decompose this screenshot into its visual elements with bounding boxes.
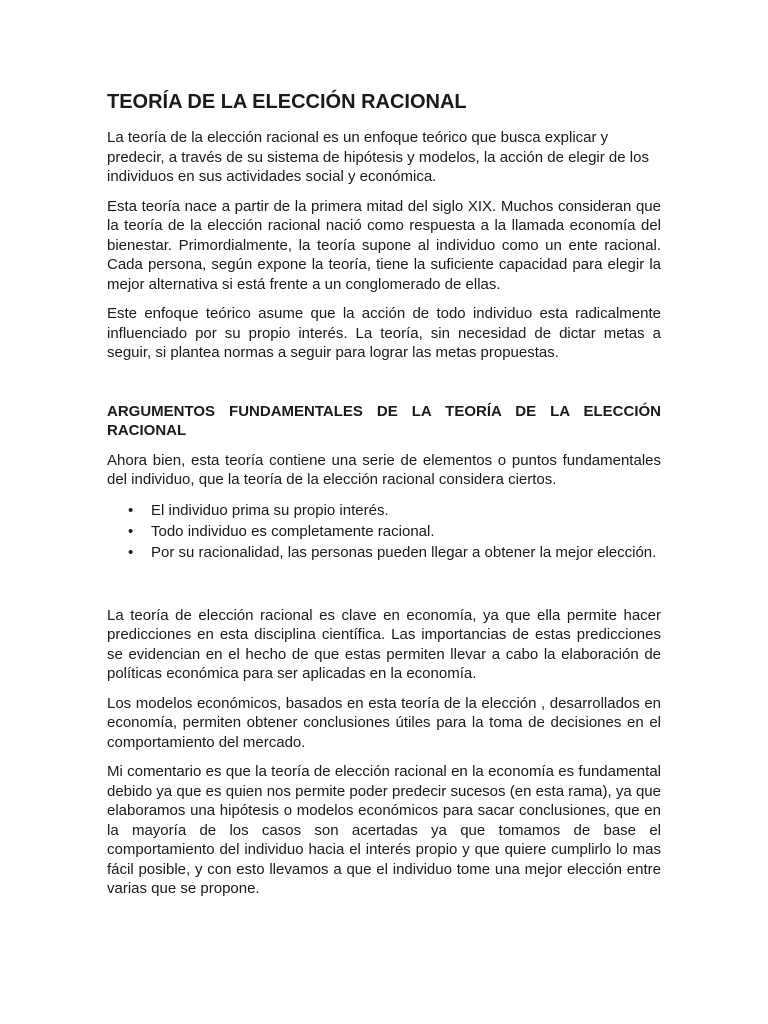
list-item: [107, 542, 661, 563]
section-intro-paragraph: Ahora bien, esta teoría contiene una serie de elementos o puntos fundamentales del individuo, que la teoría de la elección racional considera ciertos.: [107, 451, 661, 488]
conclusion-paragraph-1: La teoría de elección racional es clave en economía, ya que ella permite hacer predicciones en esta disciplina científica. Las importancias de estas predicciones se evidencian en el hecho de que estas permiten llevar a cabo la elaboración de políticas económica para ser aplicadas en la economía.: [107, 606, 661, 682]
bullet-icon: •: [128, 501, 134, 519]
list-item: [107, 500, 661, 521]
list-item-text: Todo individuo es completamente racional.: [151, 522, 435, 540]
conclusion-paragraph-3: Mi comentario es que la teoría de elección racional en la economía es fundamental debido ya que es quien nos permite poder predecir sucesos (en esta rama), ya que elaboramos una hipótesis o modelos económicos para sacar conclusiones, que en la mayoría de los casos son acertadas ya que tomamos de base el comportamiento del individuo hacia el interés propio y que quiere cumplirlo lo mas fácil posible, y con esto llevamos a que el individuo tome una mejor elección entre varias que se propone.: [107, 763, 661, 897]
list-item-text: Por su racionalidad, las personas pueden llegar a obtener la mejor elección.: [151, 543, 657, 561]
bullet-icon: •: [128, 522, 134, 540]
section-heading: ARGUMENTOS FUNDAMENTALES DE LA TEORÍA DE LA ELECCIÓN RACIONAL: [107, 402, 661, 439]
document-page: [107, 88, 661, 909]
section-spacer: [107, 373, 661, 402]
page-title: TEORÍA DE LA ELECCIÓN RACIONAL: [107, 91, 467, 113]
conclusion-paragraph-2: Los modelos económicos, basados en esta teoría de la elección , desarrollados en economía, permiten obtener conclusiones útiles para la toma de decisiones en el comportamiento del mercado.: [107, 694, 661, 751]
intro-paragraph-1: La teoría de la elección racional es un enfoque teórico que busca explicar y predecir, a través de su sistema de hipótesis y modelos, la acción de elegir de los individuos en sus actividades social y económica.: [107, 129, 649, 185]
bullet-list: [107, 500, 661, 563]
intro-paragraph-3: Este enfoque teórico asume que la acción de todo individuo esta radicalmente influenciado por su propio interés. La teoría, sin necesidad de dictar metas a seguir, si plantea normas a seguir para lograr las metas propuestas.: [107, 305, 661, 361]
intro-paragraph-2: Esta teoría nace a partir de la primera mitad del siglo XIX. Muchos consideran que la teoría de la elección racional nació como respuesta a la llamada economía del bienestar. Primordialmente, la teoría supone al individuo como un ente racional. Cada persona, según expone la teoría, tiene la suficiente capacidad para elegir la mejor alternativa si está frente a un conglomerado de ellas.: [107, 197, 661, 293]
bullet-icon: •: [128, 543, 134, 561]
list-item-text: El individuo prima su propio interés.: [151, 501, 389, 519]
list-item: [107, 521, 661, 542]
conclusion-spacer: [107, 573, 661, 606]
